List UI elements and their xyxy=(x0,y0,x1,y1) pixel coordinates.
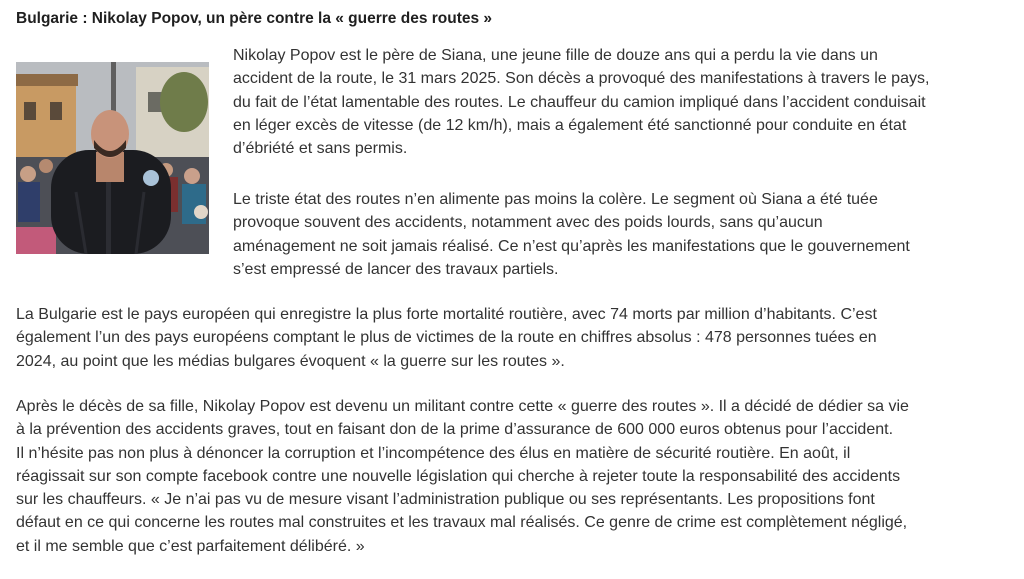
text-line: Après le décès de sa fille, Nikolay Popov est devenu un militant contre cette « guerre des routes ». Il a décidé de dédier sa vie xyxy=(16,398,909,415)
text-line: du fait de l’état lamentable des routes. Le chauffeur du camion impliqué dans l’accident conduisait xyxy=(233,93,926,111)
text-line: d’ébriété et sans permis. xyxy=(233,140,408,158)
portrait-photo xyxy=(16,62,209,254)
text-line: Le triste état des routes n’en alimente pas moins la colère. Le segment où Siana a été tuée xyxy=(233,191,878,208)
text-line: réagissait sur son compte facebook contre une nouvelle législation qui cherche à rejeter toute la responsabilité des accidents xyxy=(16,467,901,485)
text-line: La Bulgarie est le pays européen qui enregistre la plus forte mortalité routière, avec 74 morts par million d’habitants. C’est xyxy=(16,306,877,323)
text-line: défaut en ce qui concerne les routes mal construites et les travaux mal réalisés. Ce genre de crime est complètement négligé, xyxy=(16,514,908,532)
text-line: Il n’hésite pas non plus à dénoncer la corruption et l’incompétence des élus en matière de sécurité routière. En août, il xyxy=(16,444,851,462)
article-paragraph xyxy=(233,44,929,160)
article-paragraph xyxy=(16,395,909,558)
text-line: provoque souvent des accidents, notamment avec des poids lourds, sans qu’aucun xyxy=(233,214,823,232)
text-line: sur les chauffeurs. « Je n’ai pas vu de mesure visant l’administration publique ou ses représentants. Les propositions font xyxy=(16,491,875,509)
text-line: Nikolay Popov est le père de Siana, une jeune fille de douze ans qui a perdu la vie dans un xyxy=(233,47,878,64)
text-line: en léger excès de vitesse (de 12 km/h), mais a également été sanctionné pour conduite en état xyxy=(233,116,907,134)
article-title: Bulgarie : Nikolay Popov, un père contre la « guerre des routes » xyxy=(16,10,493,27)
text-line: à la prévention des accidents graves, tout en faisant don de la prime d’assurance de 600 000 euros obtenus pour l’accident. xyxy=(16,421,894,439)
text-line: aménagement ne soit jamais réalisé. Ce n’est qu’après les manifestations que le gouvernement xyxy=(233,237,910,255)
text-line: et il me semble que c’est parfaitement délibéré. » xyxy=(16,537,365,555)
text-line: 2024, au point que les médias bulgares évoquent « la guerre sur les routes ». xyxy=(16,352,565,370)
article-paragraph xyxy=(233,188,910,281)
text-line: s’est empressé de lancer des travaux partiels. xyxy=(233,260,559,278)
text-line: accident de la route, le 31 mars 2025. Son décès a provoqué des manifestations à travers le pays, xyxy=(233,70,930,88)
text-line: également l’un des pays européens comptant le plus de victimes de la route en chiffres absolus : 478 personnes tuées en xyxy=(16,329,877,347)
article-paragraph xyxy=(16,303,877,373)
